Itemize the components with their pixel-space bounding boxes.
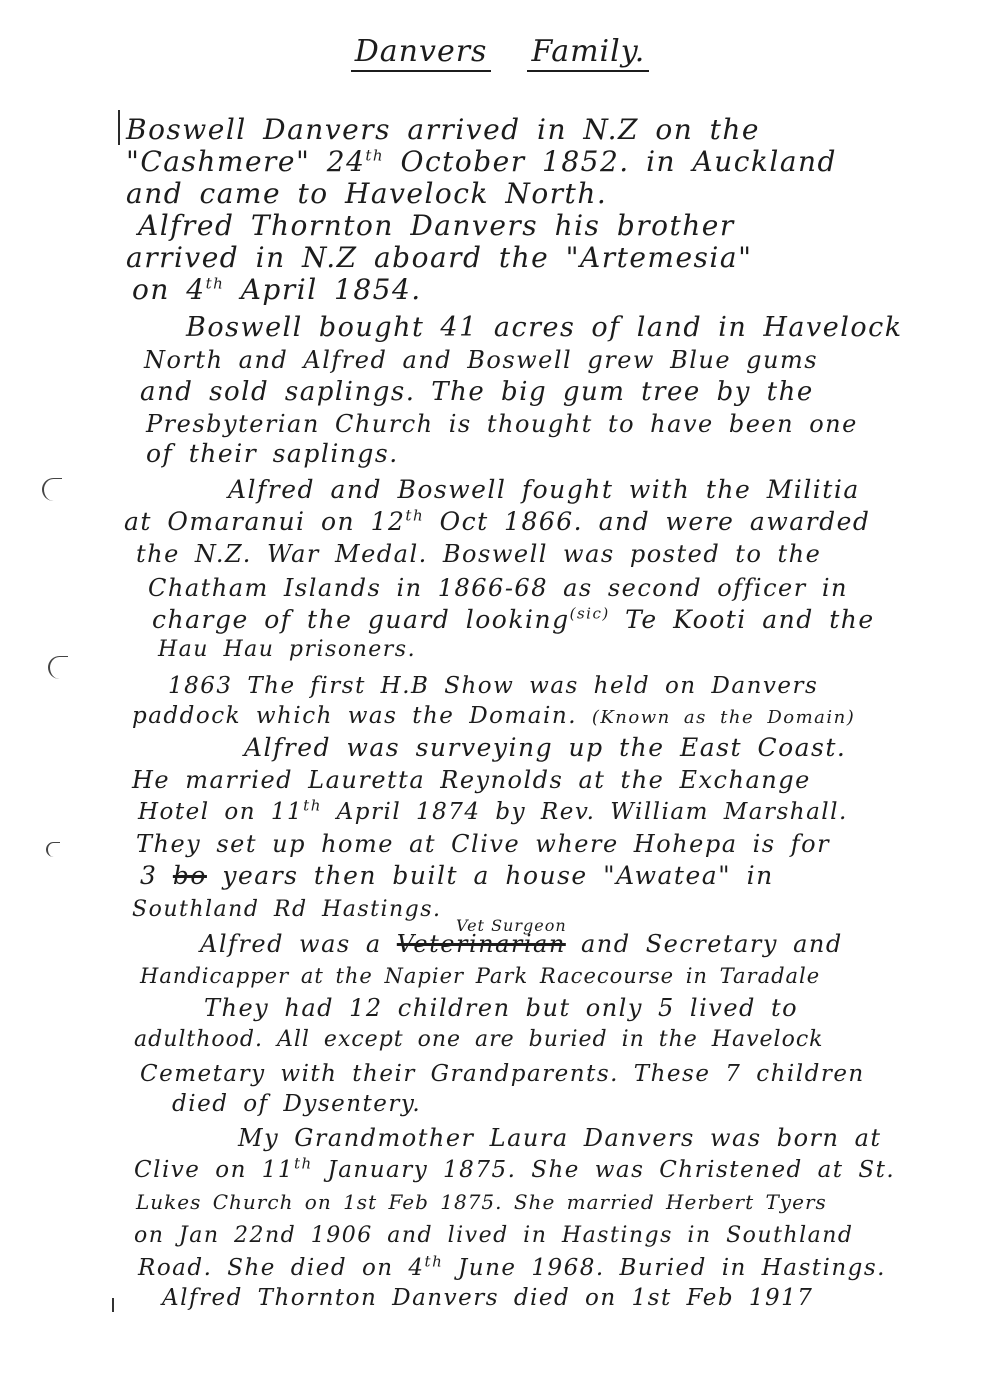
text-line: My Grandmother Laura Danvers was born at bbox=[238, 1124, 882, 1152]
text-line: They set up home at Clive where Hohepa is for bbox=[136, 830, 831, 858]
text-line: 1863 The first H.B Show was held on Danvers bbox=[168, 673, 819, 699]
text-line: Cemetary with their Grandparents. These 7 children bbox=[140, 1061, 865, 1087]
text-line: Alfred and Boswell fought with the Militia bbox=[228, 475, 860, 504]
text-line: Chatham Islands in 1866-68 as second officer in bbox=[148, 574, 848, 602]
title-word-family: Family. bbox=[531, 34, 646, 69]
title-word-danvers: Danvers bbox=[354, 34, 488, 69]
text-line: 3 bo years then built a house "Awatea" in bbox=[140, 861, 774, 890]
text-line: on 4th April 1854. bbox=[132, 273, 422, 306]
text-line: Hotel on 11th April 1874 by Rev. William Marshall. bbox=[138, 796, 848, 825]
text-line: at Omaranui on 12th Oct 1866. and were awarded bbox=[124, 506, 871, 536]
text-line: "Cashmere" 24th October 1852. in Auckland bbox=[126, 145, 837, 178]
margin-tick bbox=[112, 1298, 114, 1312]
inserted-correction: Vet Surgeon bbox=[456, 916, 567, 935]
text-line: paddock which was the Domain. (Known as the Domain) bbox=[132, 703, 856, 729]
text-line: He married Lauretta Reynolds at the Exchange bbox=[132, 766, 811, 794]
text-line: Lukes Church on 1st Feb 1875. She married Herbert Tyers bbox=[136, 1190, 827, 1214]
text-line: Clive on 11th January 1875. She was Christened at St. bbox=[134, 1154, 896, 1183]
text-line: and came to Havelock North. bbox=[126, 177, 608, 210]
text-line: Alfred was surveying up the East Coast. bbox=[244, 733, 847, 762]
text-line: Alfred Thornton Danvers his brother bbox=[138, 209, 735, 242]
punch-hole-mark bbox=[48, 656, 68, 679]
text-line: died of Dysentery. bbox=[172, 1091, 422, 1117]
text-line: of their saplings. bbox=[146, 439, 399, 468]
text-line: They had 12 children but only 5 lived to bbox=[204, 994, 799, 1022]
margin-mark bbox=[118, 110, 120, 145]
text-line: the N.Z. War Medal. Boswell was posted to the bbox=[136, 540, 822, 568]
text-line: North and Alfred and Boswell grew Blue gums bbox=[144, 346, 819, 374]
text-line: Alfred was a Veterinarian and Secretary and bbox=[200, 930, 843, 958]
text-line: on Jan 22nd 1906 and lived in Hastings in Southland bbox=[134, 1223, 854, 1248]
text-line: Presbyterian Church is thought to have been one bbox=[146, 410, 858, 438]
page-title bbox=[0, 34, 1000, 69]
text-line: adulthood. All except one are buried in the Havelock bbox=[134, 1027, 824, 1052]
text-line: Alfred Thornton Danvers died on 1st Feb 1917 bbox=[162, 1285, 814, 1311]
text-line: Hau Hau prisoners. bbox=[158, 637, 417, 662]
punch-hole-mark bbox=[46, 842, 60, 857]
text-line: Road. She died on 4th June 1968. Buried in Hastings. bbox=[138, 1252, 886, 1281]
text-line: Boswell bought 41 acres of land in Havelock bbox=[186, 312, 903, 343]
punch-hole-mark bbox=[42, 478, 62, 501]
text-line: charge of the guard looking$^{(sic)}$ Te Kooti and the bbox=[152, 604, 875, 634]
text-line: arrived in N.Z aboard the "Artemesia" bbox=[126, 241, 753, 274]
text-line: Southland Rd Hastings. bbox=[132, 897, 442, 922]
text-line: Handicapper at the Napier Park Racecourse in Taradale bbox=[140, 964, 821, 988]
text-line: Boswell Danvers arrived in N.Z on the bbox=[126, 113, 760, 146]
text-line: and sold saplings. The big gum tree by the bbox=[140, 377, 814, 407]
